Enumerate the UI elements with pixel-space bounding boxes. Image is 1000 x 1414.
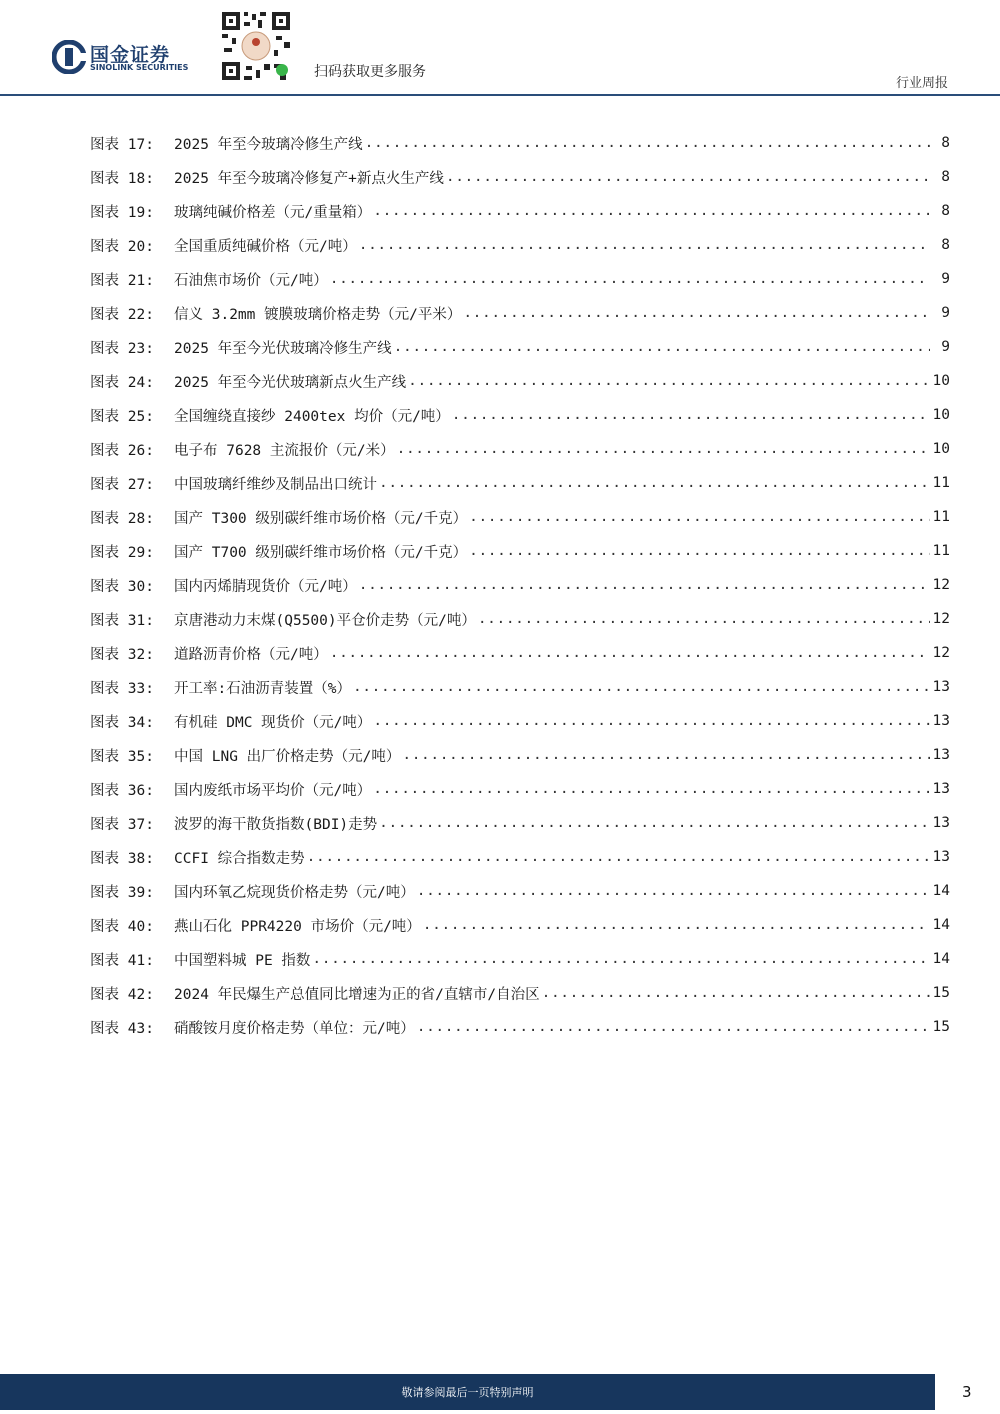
- toc-entry-title: 信义 3.2mm 镀膜玻璃价格走势（元/平米）: [174, 306, 462, 323]
- toc-leader-dots: [330, 645, 930, 661]
- toc-entry-title: 国产 T300 级别碳纤维市场价格（元/千克）: [174, 510, 468, 527]
- toc-entry-label: 图表 34:: [90, 714, 154, 731]
- toc-entry[interactable]: [90, 840, 950, 874]
- footer-bar: [0, 1374, 935, 1410]
- qr-caption: 扫码获取更多服务: [314, 64, 426, 80]
- toc-entry-title: CCFI 综合指数走势: [174, 850, 305, 867]
- toc-entry-label: 图表 35:: [90, 748, 154, 765]
- toc-leader-dots: [373, 203, 930, 219]
- toc-entry-title: 硝酸铵月度价格走势（单位：元/吨）: [174, 1020, 415, 1037]
- toc-leader-dots: [469, 509, 930, 525]
- toc-entry[interactable]: [90, 126, 950, 160]
- toc-leader-dots: [379, 815, 930, 831]
- toc-entry-title: 国产 T700 级别碳纤维市场价格（元/千克）: [174, 544, 468, 561]
- toc-leader-dots: [417, 1019, 930, 1035]
- toc-entry[interactable]: [90, 670, 950, 704]
- footer-disclaimer: 敬请参阅最后一页特别声明: [401, 1386, 534, 1399]
- toc-leader-dots: [330, 271, 930, 287]
- report-type-label: 行业周报: [895, 76, 948, 91]
- toc-entry[interactable]: [90, 296, 950, 330]
- toc-leader-dots: [307, 849, 930, 865]
- toc-entry-page: 11: [932, 509, 950, 525]
- toc-leader-dots: [379, 475, 930, 491]
- toc-entry-page: 15: [932, 1019, 950, 1035]
- toc-leader-dots: [446, 169, 930, 185]
- toc-leader-dots: [478, 611, 930, 627]
- toc-entry-title: 国内废纸市场平均价（元/吨）: [174, 782, 372, 799]
- toc-entry-label: 图表 18:: [90, 170, 154, 187]
- toc-entry-label: 图表 38:: [90, 850, 154, 867]
- toc-entry-page: 11: [932, 475, 950, 491]
- toc-entry-title: 有机硅 DMC 现货价（元/吨）: [174, 714, 372, 731]
- sinolink-logo-icon: [52, 40, 86, 74]
- toc-entry[interactable]: [90, 262, 950, 296]
- toc-entry-page: 13: [932, 849, 950, 865]
- sinolink-logo: [52, 38, 197, 78]
- toc-entry-label: 图表 40:: [90, 918, 154, 935]
- toc-entry-title: 石油焦市场价（元/吨）: [174, 272, 328, 289]
- toc-entry-label: 图表 29:: [90, 544, 154, 561]
- toc-entry[interactable]: [90, 602, 950, 636]
- toc-entry-label: 图表 30:: [90, 578, 154, 595]
- toc-entry-title: 国内丙烯腈现货价（元/吨）: [174, 578, 357, 595]
- toc-entry-page: 12: [932, 645, 950, 661]
- qr-code-icon[interactable]: [218, 8, 294, 84]
- toc-entry-title: 国内环氧乙烷现货价格走势（元/吨）: [174, 884, 415, 901]
- toc-entry-label: 图表 23:: [90, 340, 154, 357]
- toc-entry[interactable]: [90, 500, 950, 534]
- toc-leader-dots: [408, 373, 930, 389]
- toc-entry[interactable]: [90, 738, 950, 772]
- toc-entry-page: 14: [932, 951, 950, 967]
- figure-list: [90, 126, 950, 1044]
- toc-leader-dots: [365, 135, 930, 151]
- toc-entry-page: 13: [932, 713, 950, 729]
- toc-entry[interactable]: [90, 1010, 950, 1044]
- toc-entry-title: 全国缠绕直接纱 2400tex 均价（元/吨）: [174, 408, 450, 425]
- toc-leader-dots: [463, 305, 930, 321]
- toc-leader-dots: [452, 407, 930, 423]
- toc-entry[interactable]: [90, 976, 950, 1010]
- toc-entry-label: 图表 32:: [90, 646, 154, 663]
- toc-leader-dots: [359, 237, 930, 253]
- toc-entry[interactable]: [90, 160, 950, 194]
- toc-entry-label: 图表 42:: [90, 986, 154, 1003]
- toc-entry[interactable]: [90, 636, 950, 670]
- toc-entry-page: 8: [941, 169, 950, 185]
- toc-entry[interactable]: [90, 194, 950, 228]
- toc-entry-page: 10: [932, 441, 950, 457]
- toc-entry-label: 图表 36:: [90, 782, 154, 799]
- toc-entry[interactable]: [90, 568, 950, 602]
- page-number: 3: [962, 1383, 972, 1401]
- toc-entry-page: 10: [932, 407, 950, 423]
- toc-entry-label: 图表 41:: [90, 952, 154, 969]
- toc-leader-dots: [397, 441, 930, 457]
- toc-entry-page: 8: [941, 237, 950, 253]
- toc-entry-label: 图表 19:: [90, 204, 154, 221]
- toc-leader-dots: [423, 917, 930, 933]
- toc-entry[interactable]: [90, 534, 950, 568]
- toc-entry-title: 中国 LNG 出厂价格走势（元/吨）: [174, 748, 401, 765]
- toc-entry-title: 道路沥青价格（元/吨）: [174, 646, 328, 663]
- toc-entry-title: 中国玻璃纤维纱及制品出口统计: [174, 476, 377, 493]
- toc-entry-label: 图表 43:: [90, 1020, 154, 1037]
- logo-text-cn: 国金证券: [90, 44, 171, 66]
- page-header: [0, 0, 1000, 96]
- toc-entry-title: 全国重质纯碱价格（元/吨）: [174, 238, 357, 255]
- toc-entry-label: 图表 20:: [90, 238, 154, 255]
- toc-entry-page: 13: [932, 781, 950, 797]
- toc-entry-label: 图表 21:: [90, 272, 154, 289]
- toc-leader-dots: [353, 679, 930, 695]
- toc-entry-page: 13: [932, 747, 950, 763]
- toc-entry-label: 图表 28:: [90, 510, 154, 527]
- toc-entry[interactable]: [90, 330, 950, 364]
- toc-leader-dots: [469, 543, 930, 559]
- toc-entry-label: 图表 31:: [90, 612, 154, 629]
- toc-leader-dots: [542, 985, 930, 1001]
- toc-entry-label: 图表 17:: [90, 136, 154, 153]
- toc-entry-title: 中国塑料城 PE 指数: [174, 952, 311, 969]
- toc-entry-title: 2025 年至今光伏玻璃新点火生产线: [174, 374, 407, 391]
- toc-entry-page: 8: [941, 203, 950, 219]
- toc-entry-label: 图表 37:: [90, 816, 154, 833]
- toc-entry-page: 10: [932, 373, 950, 389]
- toc-entry-title: 波罗的海干散货指数(BDI)走势: [174, 816, 378, 833]
- toc-entry-title: 2024 年民爆生产总值同比增速为正的省/直辖市/自治区: [174, 986, 540, 1003]
- toc-entry-title: 燕山石化 PPR4220 市场价（元/吨）: [174, 918, 421, 935]
- toc-entry-page: 9: [941, 339, 950, 355]
- toc-entry-page: 8: [941, 135, 950, 151]
- toc-entry-page: 12: [932, 577, 950, 593]
- toc-entry-label: 图表 26:: [90, 442, 154, 459]
- toc-entry-title: 2025 年至今光伏玻璃冷修生产线: [174, 340, 392, 357]
- toc-leader-dots: [373, 713, 930, 729]
- toc-entry[interactable]: [90, 704, 950, 738]
- toc-leader-dots: [359, 577, 930, 593]
- toc-entry-title: 开工率:石油沥青装置（%）: [174, 680, 351, 697]
- toc-entry[interactable]: [90, 942, 950, 976]
- toc-entry-title: 京唐港动力末煤(Q5500)平仓价走势（元/吨）: [174, 612, 476, 629]
- toc-entry-page: 9: [941, 271, 950, 287]
- toc-leader-dots: [312, 951, 930, 967]
- toc-leader-dots: [402, 747, 930, 763]
- toc-entry-label: 图表 22:: [90, 306, 154, 323]
- toc-entry[interactable]: [90, 364, 950, 398]
- toc-entry-page: 13: [932, 679, 950, 695]
- toc-entry-label: 图表 39:: [90, 884, 154, 901]
- toc-entry[interactable]: [90, 772, 950, 806]
- toc-leader-dots: [373, 781, 930, 797]
- toc-entry-label: 图表 27:: [90, 476, 154, 493]
- toc-entry-page: 14: [932, 917, 950, 933]
- toc-entry-title: 玻璃纯碱价格差（元/重量箱）: [174, 204, 372, 221]
- toc-entry[interactable]: [90, 398, 950, 432]
- toc-entry[interactable]: [90, 806, 950, 840]
- toc-entry[interactable]: [90, 908, 950, 942]
- logo-text-en: SINOLINK SECURITIES: [90, 63, 189, 72]
- toc-entry-label: 图表 33:: [90, 680, 154, 697]
- toc-entry-title: 2025 年至今玻璃冷修复产+新点火生产线: [174, 170, 444, 187]
- toc-entry-page: 15: [932, 985, 950, 1001]
- header-divider: [0, 94, 1000, 96]
- toc-entry-page: 11: [932, 543, 950, 559]
- toc-entry-page: 9: [941, 305, 950, 321]
- toc-entry-page: 14: [932, 883, 950, 899]
- toc-entry-page: 12: [932, 611, 950, 627]
- toc-leader-dots: [394, 339, 930, 355]
- toc-entry-title: 2025 年至今玻璃冷修生产线: [174, 136, 363, 153]
- toc-entry[interactable]: [90, 874, 950, 908]
- toc-entry[interactable]: [90, 466, 950, 500]
- toc-leader-dots: [417, 883, 930, 899]
- toc-entry-label: 图表 24:: [90, 374, 154, 391]
- toc-entry-title: 电子布 7628 主流报价（元/米）: [174, 442, 395, 459]
- toc-entry-label: 图表 25:: [90, 408, 154, 425]
- toc-entry[interactable]: [90, 228, 950, 262]
- toc-entry[interactable]: [90, 432, 950, 466]
- toc-entry-page: 13: [932, 815, 950, 831]
